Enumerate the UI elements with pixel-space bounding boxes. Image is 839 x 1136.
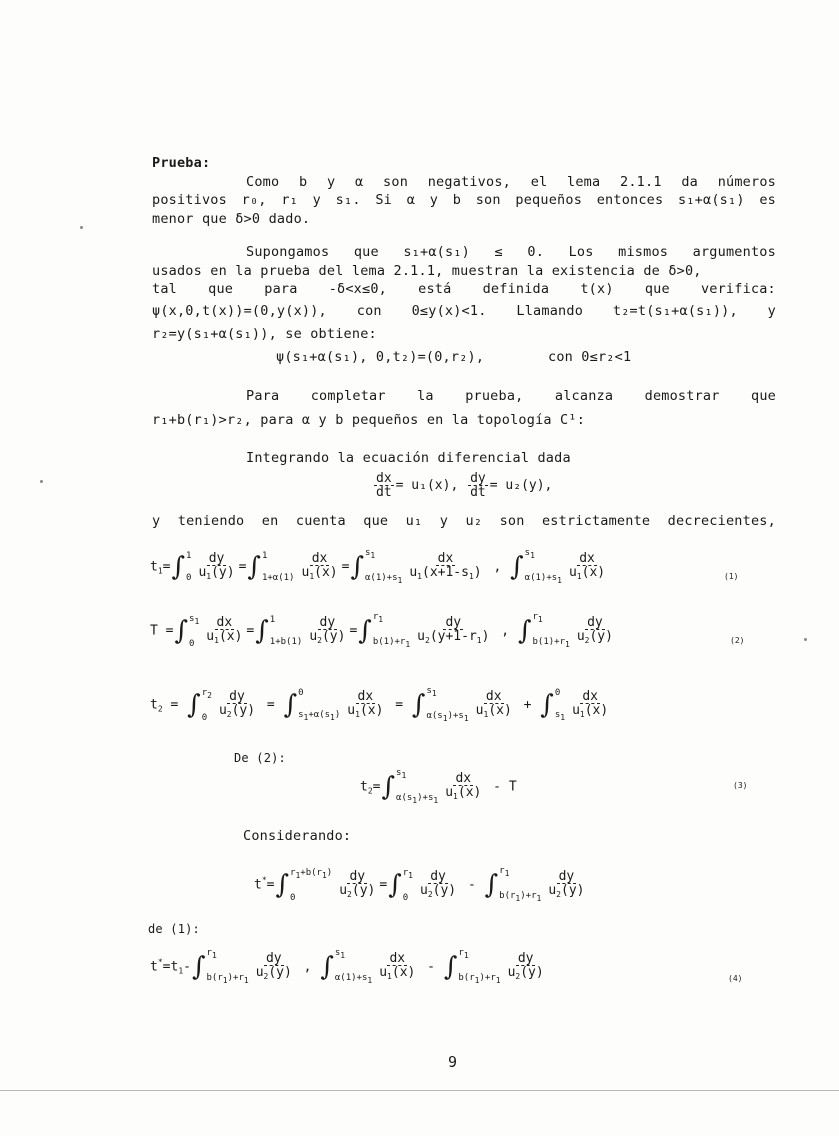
equation-2: T =∫ s1 0 $\frac{dx}{u_1(x)}$ =∫ 1 1+b(1) $\frac{dy}{u_2(y)}$ =∫ r1 b(1)+r1 $\frac{dy}{u_2(y+1-r_1)}$ , ∫ r1 b(1)+r1 $\frac{dy}{u_2(y)}$ xyxy=(150,612,613,649)
frac-num: dx xyxy=(376,471,392,486)
frac-den: dt xyxy=(376,485,392,500)
word: α xyxy=(355,174,364,190)
word: con xyxy=(356,303,382,319)
proof-heading: Prueba: xyxy=(152,155,211,171)
word: s₁+α(s₁) xyxy=(678,192,745,208)
word: y xyxy=(439,513,449,529)
word: s₁. xyxy=(335,192,361,208)
word: está xyxy=(418,281,452,297)
considerando-label: Considerando: xyxy=(243,828,352,844)
word: y xyxy=(327,174,336,190)
word: decrecientes, xyxy=(667,513,776,529)
word: alcanza xyxy=(554,388,614,404)
word: α xyxy=(406,192,416,208)
word: y xyxy=(152,513,161,529)
frac-num: dy xyxy=(470,471,486,486)
para2-line1 xyxy=(246,244,776,260)
word: ≤ xyxy=(494,244,503,260)
word: Supongamos xyxy=(246,244,330,260)
word: demostrar xyxy=(644,388,720,404)
para2-line4 xyxy=(152,303,776,319)
word: verifica: xyxy=(700,281,776,297)
word: da xyxy=(681,174,699,190)
word: teniendo xyxy=(177,513,245,529)
de-1-label: de (1): xyxy=(148,922,200,936)
word: el xyxy=(530,174,548,190)
word: Para xyxy=(246,388,280,404)
para2-line6b: con 0≤r₂<1 xyxy=(548,349,632,365)
word: b xyxy=(452,192,462,208)
word: son xyxy=(499,513,525,529)
word: entonces xyxy=(596,192,664,208)
ode-system xyxy=(372,472,552,499)
para2-line3 xyxy=(152,281,776,297)
equation-3-number: (3) xyxy=(733,781,748,790)
equation-1: $t_1=\int$ 1 0 $\frac{dy}{u_1(y)}$ =∫ 1 1+α(1) $\frac{dx}{u_1(x)}$ =∫ s1 α(1)+s1 $\frac{dx}{u_1(x+1-s_1)}$ , ∫ s1 α(1)+s1 $\frac{dx}{u_1(x)}$ xyxy=(150,548,606,585)
equation-4: $t^*=t_1-\int$ r1 b(r1)+r1 $\frac{dy}{u_2(y)}$ , ∫ s1 α(1)+s1 $\frac{dx}{u_1(x)}$ - ∫ r1 b(r1)+r1 $\frac{dy}{u_2(y)}$ xyxy=(150,948,544,985)
word: u₁ xyxy=(405,513,423,529)
word: pequeños xyxy=(515,192,583,208)
word: que xyxy=(644,281,670,297)
para1-line1 xyxy=(246,174,776,190)
word: 2.1.1 xyxy=(620,174,662,190)
word: tal xyxy=(152,281,177,297)
word: es xyxy=(759,192,776,208)
word: para xyxy=(264,281,298,297)
word: Los xyxy=(568,244,594,260)
word: mismos xyxy=(618,244,669,260)
word: y xyxy=(312,192,321,208)
word: completar xyxy=(310,388,386,404)
word: la xyxy=(417,388,434,404)
para3-line2: r₁+b(r₁)>r₂, para α y b pequeños en la topología C¹: xyxy=(152,412,586,428)
word: y xyxy=(429,192,439,208)
para4-line1: Integrando la ecuación diferencial dada xyxy=(246,450,571,466)
word: que xyxy=(208,281,234,297)
word: ψ(x,0,t(x))=(0,y(x)), xyxy=(152,303,327,319)
para2-line5: r₂=y(s₁+α(s₁)), se obtiene: xyxy=(152,326,377,342)
page-number: 9 xyxy=(448,1053,458,1071)
word: t(x) xyxy=(580,281,614,297)
word: cuenta xyxy=(295,513,346,529)
equation-3: $t_2=\int$ s1 α(s1)+s1 $\frac{dx}{u_1(x)}$ - T xyxy=(360,768,517,805)
word: definida xyxy=(482,281,550,297)
word: en xyxy=(261,513,279,529)
word: que xyxy=(353,244,379,260)
equation-2-number: (2) xyxy=(730,636,745,645)
word: que xyxy=(363,513,389,529)
word: s₁+α(s₁) xyxy=(403,244,470,260)
de-2-label: De (2): xyxy=(234,751,286,765)
scan-speck xyxy=(40,480,43,483)
para4-line3 xyxy=(152,513,776,529)
word: r₁ xyxy=(281,192,298,208)
word: r₀, xyxy=(241,192,267,208)
scan-speck xyxy=(80,226,83,229)
equation-4-number: (4) xyxy=(728,974,743,983)
para2-line6a: ψ(s₁+α(s₁), 0,t₂)=(0,r₂), xyxy=(276,349,485,365)
equation-t2: $t_2$ = ∫ r2 0 $\frac{dy}{u_2(y)}$ = ∫ 0 s1+α(s1) $\frac{dx}{u_1(x)}$ = ∫ s1 α(s1)+s1 $\frac{dx}{u_1(x)}$ + ∫ 0 s1 $\frac{dx}{u_1(x)}$ xyxy=(150,686,609,723)
equation-tstar: t*=∫ r1+b(r1) 0 $\frac{dy}{u_2(y)}$ =∫ r1 0 $\frac{dy}{u_2(y)}$ - ∫ r1 b(r1)+r1 $\frac{dy}{u_2(y)}$ xyxy=(254,866,585,903)
word: b xyxy=(299,174,308,190)
word: números xyxy=(717,174,776,190)
word: -δ<x≤0, xyxy=(328,281,387,297)
word: Si xyxy=(375,192,392,208)
word: negativos, xyxy=(427,174,511,190)
frac-den: dt xyxy=(470,485,486,500)
para1-line3: menor que δ>0 dado. xyxy=(152,211,311,227)
word: 0. xyxy=(527,244,545,260)
word: son xyxy=(383,174,409,190)
word: son xyxy=(475,192,501,208)
equation-1-number: (1) xyxy=(724,572,739,581)
word: que xyxy=(751,388,776,404)
word: prueba, xyxy=(465,388,524,404)
word: estrictamente xyxy=(541,513,651,529)
ode-x: = u₁(x), xyxy=(395,478,459,493)
word: Llamando xyxy=(516,303,584,319)
para2-line2: usados en la prueba del lema 2.1.1, muestran la existencia de δ>0, xyxy=(152,263,702,279)
word: argumentos xyxy=(692,244,776,260)
page-edge-line xyxy=(0,1090,839,1091)
ode-y: = u₂(y), xyxy=(489,478,553,493)
word: u₂ xyxy=(465,513,483,529)
para1-line2 xyxy=(152,192,776,208)
word: 0≤y(x)<1. xyxy=(411,303,487,319)
scan-speck xyxy=(804,638,807,641)
word: t₂=t(s₁+α(s₁)), xyxy=(612,303,738,319)
word: lema xyxy=(567,174,601,190)
word: Como xyxy=(246,174,280,190)
word: y xyxy=(767,303,776,319)
word: positivos xyxy=(152,192,227,208)
para3-line1 xyxy=(246,388,776,404)
